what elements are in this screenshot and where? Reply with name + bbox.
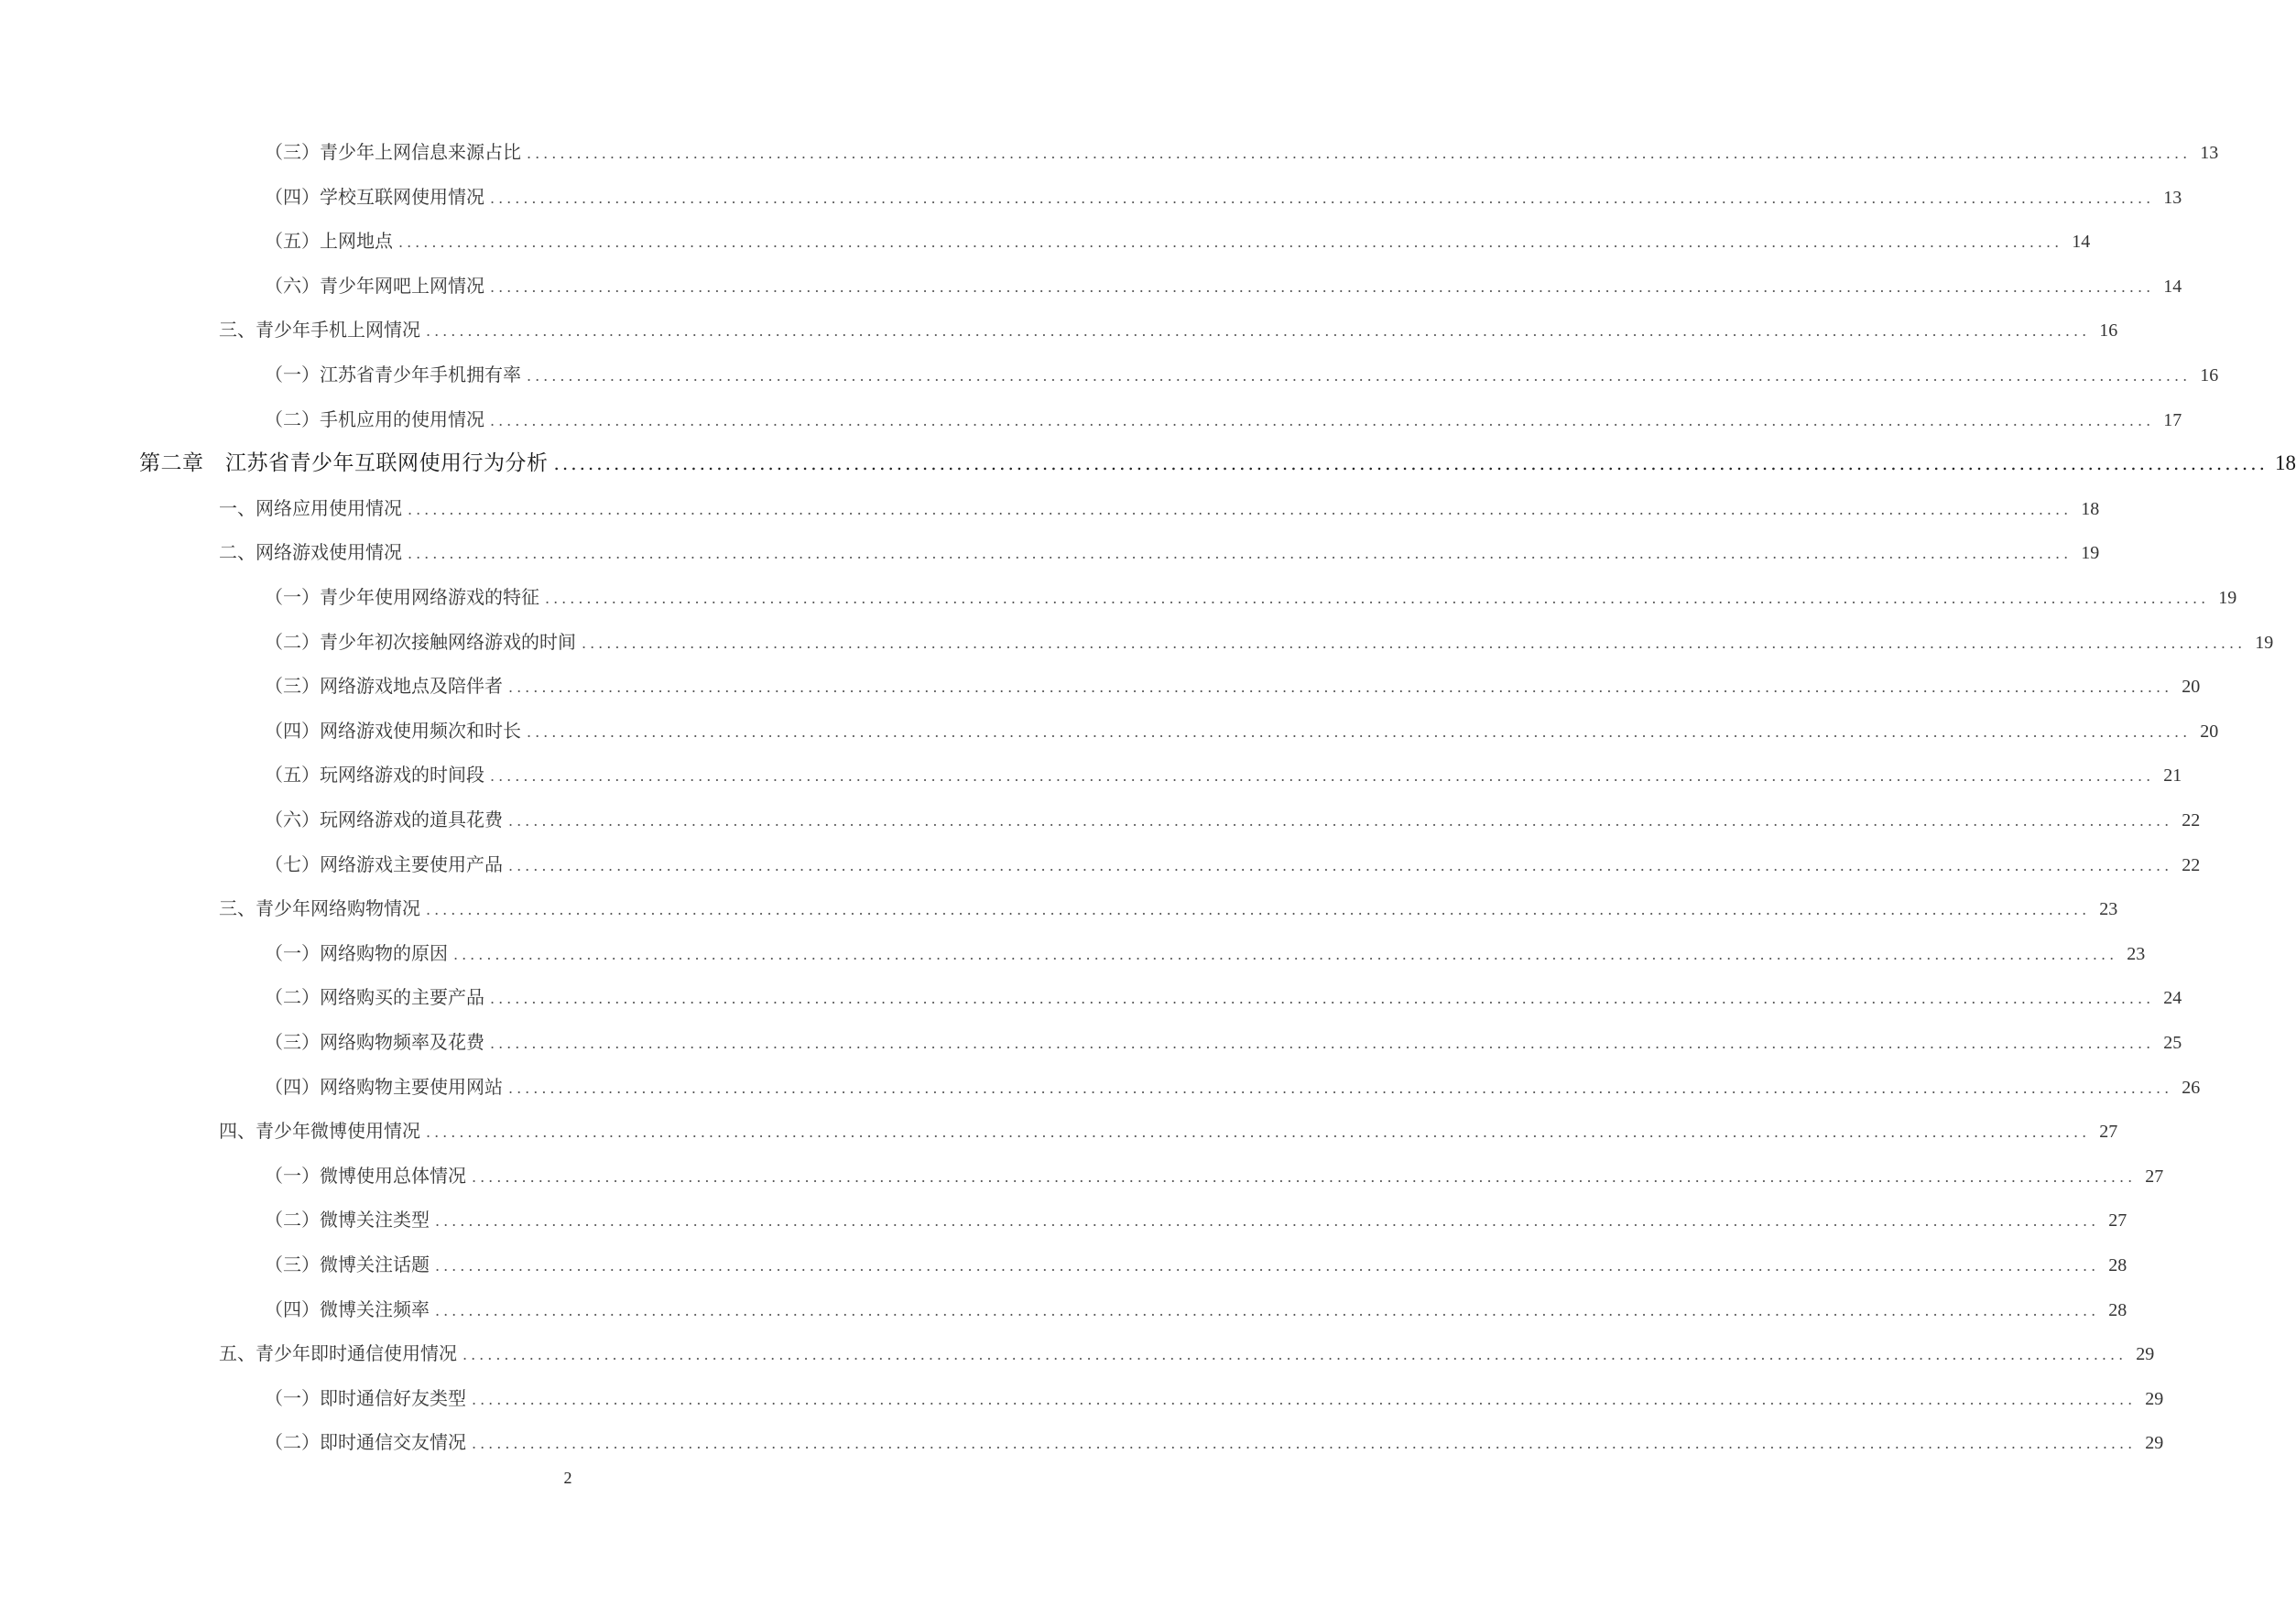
toc-entry	[265, 850, 2201, 876]
dot-leader: ........................................................................................................................................................................................................	[472, 1167, 2137, 1186]
dot-leader: ........................................................................................................................................................................................................	[435, 1301, 2100, 1319]
toc-entry-page: 29	[2136, 1344, 2155, 1365]
toc-entry-title: （六）青少年网吧上网情况	[265, 274, 484, 297]
dot-leader: ........................................................................................................................................................................................................	[408, 545, 2073, 563]
dot-leader: ........................................................................................................................................................................................................	[527, 367, 2192, 385]
toc-entry	[219, 315, 2118, 342]
dot-leader: ........................................................................................................................................................................................................	[472, 1435, 2137, 1453]
toc-entry-title: （五）玩网络游戏的时间段	[265, 764, 484, 787]
dot-leader: ........................................................................................................................................................................................................	[490, 1035, 2155, 1052]
toc-entry-title: （二）网络购买的主要产品	[265, 986, 484, 1009]
toc-entry	[265, 671, 2201, 698]
toc-entry-title: （一）青少年使用网络游戏的特征	[265, 586, 539, 608]
toc-entry-page: 20	[2200, 721, 2219, 742]
toc-entry	[265, 226, 2091, 253]
toc-entry-page: 21	[2163, 765, 2182, 787]
dot-leader: ........................................................................................................................................................................................................	[508, 1079, 2173, 1097]
dot-leader: ........................................................................................................................................................................................................	[408, 500, 2073, 518]
dot-leader: ........................................................................................................................................................................................................	[490, 990, 2155, 1008]
toc-entry-page: 27	[2099, 1122, 2118, 1143]
toc-entry-title: （二）微博关注类型	[265, 1209, 430, 1232]
dot-leader: ........................................................................................................................................................................................................	[508, 856, 2173, 874]
toc-entry	[219, 537, 2100, 564]
dot-leader: ........................................................................................................................................................................................................	[426, 322, 2091, 341]
toc-entry-title: （四）网络购物主要使用网站	[265, 1075, 503, 1098]
toc-entry	[265, 1384, 2164, 1410]
toc-entry-title: 三、青少年网络购物情况	[219, 897, 420, 920]
toc-entry	[219, 894, 2118, 920]
toc-entry	[265, 760, 2182, 787]
toc-entry-title: （一）江苏省青少年手机拥有率	[265, 364, 521, 385]
toc-entry-page: 19	[2218, 588, 2237, 608]
toc-entry-title: （二）手机应用的使用情况	[265, 407, 484, 430]
toc-entry-page: 27	[2145, 1166, 2164, 1187]
toc-entry-page: 14	[2163, 276, 2182, 297]
toc-entry	[265, 405, 2182, 431]
toc-entry-title: （三）网络游戏地点及陪伴者	[265, 675, 503, 698]
dot-leader: ........................................................................................................................................................................................................	[490, 411, 2155, 429]
toc-entry-title: 四、青少年微博使用情况	[219, 1120, 420, 1143]
toc-entry-page: 14	[2072, 232, 2091, 253]
toc-entry-page: 23	[2127, 943, 2146, 964]
toc-entry-title: （六）玩网络游戏的道具花费	[265, 808, 503, 830]
dot-leader: ........................................................................................................................................................................................................	[462, 1346, 2127, 1364]
toc-entry-title: （四）学校互联网使用情况	[265, 185, 484, 208]
dot-leader: ........................................................................................................................................................................................................	[453, 945, 2118, 963]
toc-entry	[265, 982, 2182, 1009]
dot-leader: ........................................................................................................................................................................................................	[490, 767, 2155, 786]
toc-entry-page: 13	[2200, 143, 2219, 163]
toc-entry-title: 二、网络游戏使用情况	[219, 541, 402, 564]
dot-leader: ........................................................................................................................................................................................................	[398, 233, 2063, 252]
toc-entry-title: （三）微博关注话题	[265, 1253, 430, 1275]
dot-leader: ........................................................................................................................................................................................................	[527, 145, 2192, 162]
toc-entry-page: 28	[2108, 1299, 2127, 1320]
toc-entry-page: 27	[2108, 1210, 2127, 1232]
dot-leader: ........................................................................................................................................................................................................	[582, 634, 2247, 652]
toc-entry-page: 19	[2081, 543, 2100, 564]
dot-leader: ........................................................................................................................................................................................................	[490, 277, 2155, 296]
toc-entry-page: 25	[2163, 1033, 2182, 1053]
toc-entry	[265, 1161, 2164, 1188]
dot-leader: ........................................................................................................................................................................................................	[527, 722, 2192, 741]
toc-entry-page: 29	[2145, 1388, 2164, 1409]
toc-entry-page: 18	[2081, 498, 2100, 519]
toc-chapter-entry	[139, 446, 2296, 476]
toc-entry-page: 24	[2163, 988, 2182, 1009]
toc-entry	[265, 182, 2182, 209]
toc-entry-page: 16	[2200, 365, 2219, 385]
toc-entry	[265, 1250, 2127, 1276]
toc-entry-title: （一）即时通信好友类型	[265, 1386, 466, 1409]
toc-entry-title: （四）微博关注频率	[265, 1297, 430, 1320]
toc-entry-page: 29	[2145, 1433, 2164, 1454]
toc-entry-title: 三、青少年手机上网情况	[219, 319, 420, 342]
toc-entry-title: （二）即时通信交友情况	[265, 1431, 466, 1454]
toc-entry	[265, 627, 2274, 654]
toc-entry-title: 五、青少年即时通信使用情况	[219, 1342, 457, 1365]
toc-entry-title: （三）青少年上网信息来源占比	[265, 141, 521, 163]
toc-entry	[265, 805, 2201, 831]
toc-entry	[265, 137, 2219, 164]
toc-entry	[265, 271, 2182, 298]
toc-entry-page: 26	[2182, 1077, 2201, 1098]
toc-entry	[265, 1427, 2164, 1454]
toc-entry-page: 28	[2108, 1255, 2127, 1275]
toc-entry-page: 20	[2182, 677, 2201, 698]
toc-entry	[265, 582, 2237, 609]
toc-entry-title: （一）网络购物的原因	[265, 941, 448, 964]
toc-entry-page: 18	[2274, 451, 2296, 475]
dot-leader: ........................................................................................................................................................................................................	[435, 1257, 2100, 1275]
toc-entry-title: 第二章 江苏省青少年互联网使用行为分析	[139, 451, 549, 476]
dot-leader: ........................................................................................................................................................................................................	[435, 1212, 2100, 1231]
dot-leader: ........................................................................................................................................................................................................	[426, 1123, 2091, 1142]
toc-entry-title: （二）青少年初次接触网络游戏的时间	[265, 630, 576, 653]
toc-entry-page: 22	[2182, 810, 2201, 830]
dot-leader: ........................................................................................................................................................................................................	[490, 189, 2155, 207]
toc-entry-title: 一、网络应用使用情况	[219, 496, 402, 519]
toc-entry-page: 22	[2182, 854, 2201, 875]
page-number: 2	[563, 1469, 572, 1487]
toc-entry-page: 16	[2099, 320, 2118, 342]
toc-entry-page: 23	[2099, 899, 2118, 920]
toc-entry	[219, 1339, 2155, 1365]
toc-entry-title: （七）网络游戏主要使用产品	[265, 852, 503, 875]
dot-leader: ........................................................................................................................................................................................................	[426, 901, 2091, 919]
toc-entry-title: （四）网络游戏使用频次和时长	[265, 719, 521, 742]
toc-entry	[265, 1072, 2201, 1099]
toc-entry-title: （三）网络购物频率及花费	[265, 1031, 484, 1053]
dot-leader: ........................................................................................................................................................................................................	[508, 678, 2173, 697]
dot-leader: ........................................................................................................................................................................................................	[545, 590, 2210, 607]
toc-entry-title: （五）上网地点	[265, 230, 393, 253]
toc-entry-title: （一）微博使用总体情况	[265, 1164, 466, 1187]
toc-entry	[219, 1116, 2118, 1143]
toc-entry	[265, 360, 2219, 386]
toc-entry	[219, 494, 2100, 520]
toc-entry-page: 17	[2163, 409, 2182, 430]
dot-leader: ........................................................................................................................................................................................................	[508, 812, 2173, 830]
toc-entry	[265, 1027, 2182, 1054]
toc-entry-page: 13	[2163, 187, 2182, 208]
toc-entry	[265, 939, 2146, 965]
toc-entry-page: 19	[2255, 632, 2274, 653]
toc-entry	[265, 716, 2219, 743]
dot-leader: ........................................................................................................................................................................................................	[553, 452, 2268, 475]
dot-leader: ........................................................................................................................................................................................................	[472, 1390, 2137, 1408]
toc-entry	[265, 1295, 2127, 1321]
toc-entry	[265, 1205, 2127, 1232]
